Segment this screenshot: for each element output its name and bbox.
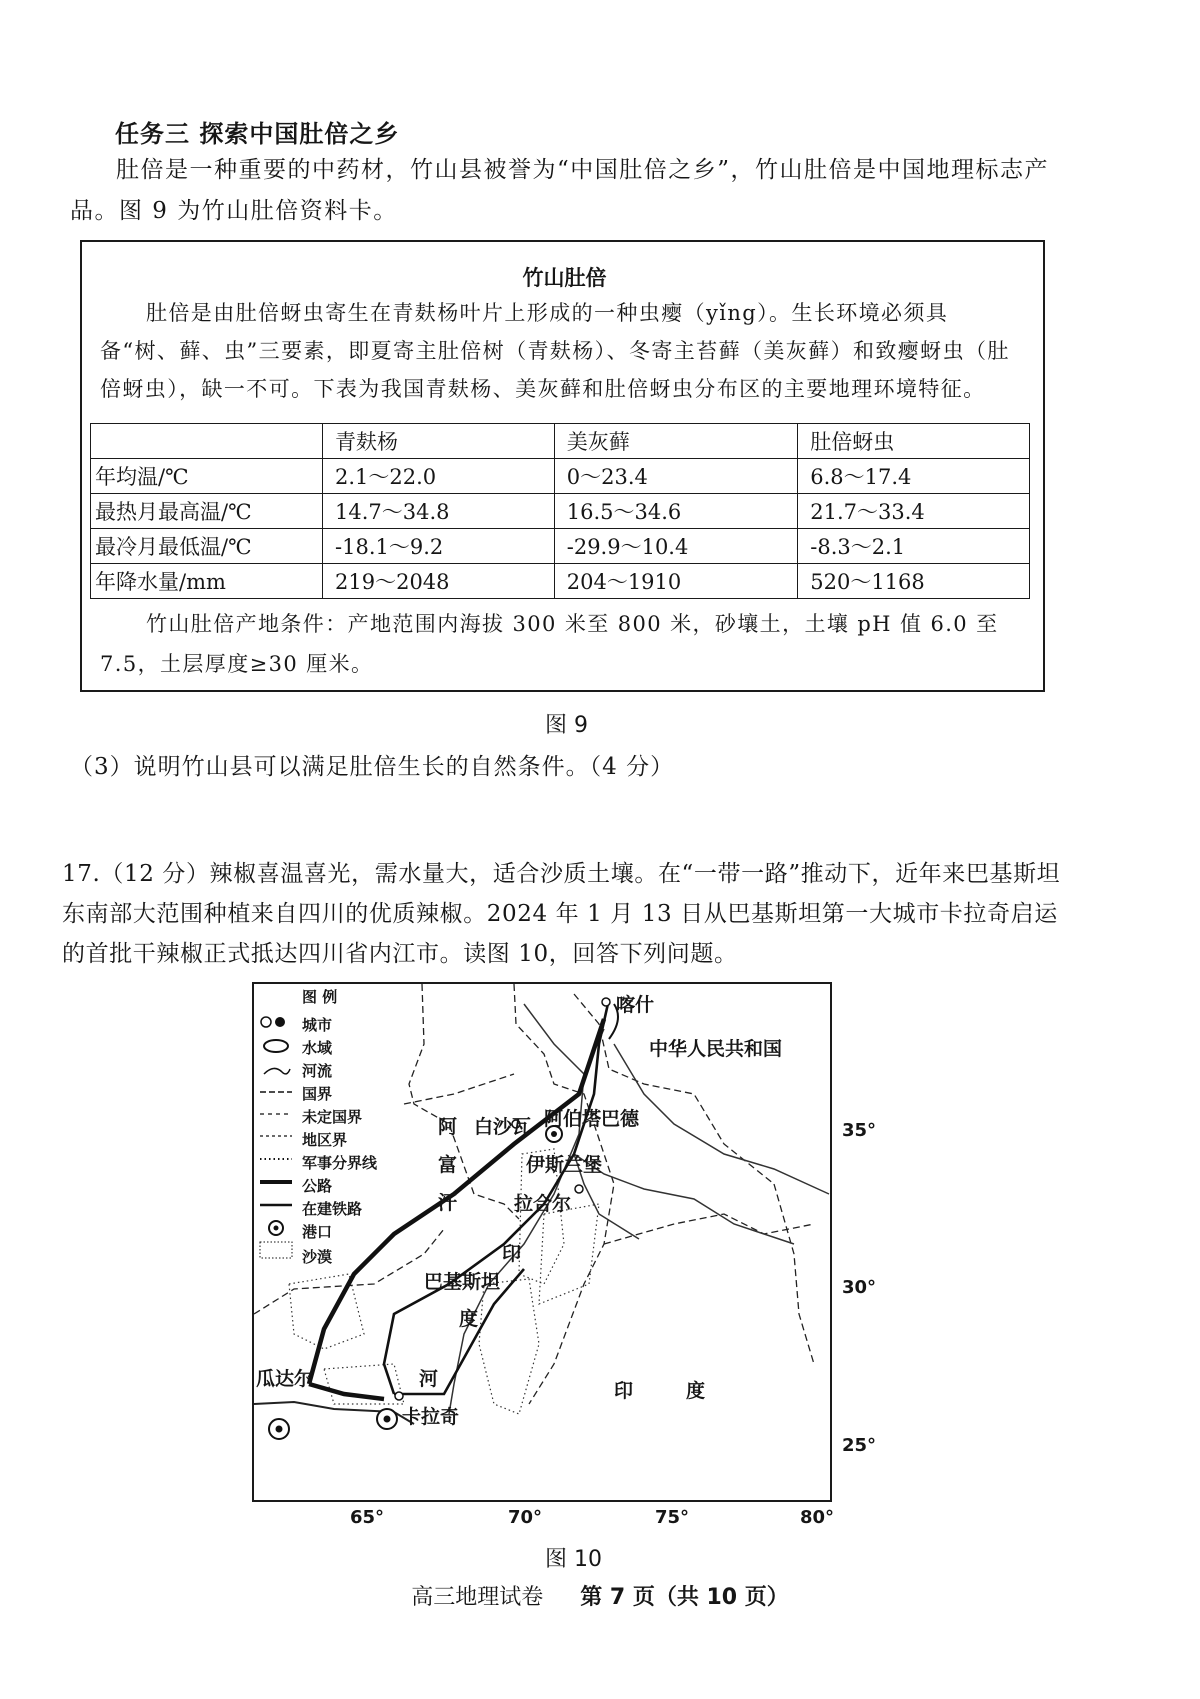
- table-header-cell: [91, 424, 323, 459]
- table-cell: 21.7～33.4: [798, 494, 1030, 529]
- legend-label-river: 河流: [302, 1062, 333, 1080]
- task-intro: 肚倍是一种重要的中药材，竹山县被誉为“中国肚倍之乡”，竹山肚倍是中国地理标志产品。图 9 为竹山肚倍资料卡。: [70, 157, 1050, 224]
- page-footer: [0, 1580, 1200, 1611]
- label-india-1: 印: [614, 1380, 634, 1402]
- table-cell: -8.3～2.1: [798, 529, 1030, 564]
- legend-label-region-border: 地区界: [302, 1131, 348, 1149]
- card-text: 肚倍是由肚倍蚜虫寄生在青麸杨叶片上形成的一种虫瘿（yǐng）。生长环境必须具备“树、藓、虫”三要素，即夏寄主肚倍树（青麸杨）、冬寄主苔藓（美灰藓）和致瘿蚜虫（肚倍蚜虫），缺一不可。下表为我国青麸杨、美灰藓和肚倍蚜虫分布区的主要地理环境特征。: [100, 301, 1010, 401]
- legend-city-dot-icon: [275, 1017, 285, 1027]
- table-cell: 14.7～34.8: [323, 494, 555, 529]
- legend-label-railway: 在建铁路: [302, 1200, 363, 1218]
- port-karachi-anchor-icon: [384, 1416, 391, 1423]
- longitude-label-75: 75°: [655, 1507, 690, 1528]
- latitude-label-25: 25°: [842, 1435, 877, 1456]
- port-gwadar-anchor-icon: [276, 1426, 283, 1433]
- question-17: 17.（12 分）辣椒喜温喜光，需水量大，适合沙质土壤。在“一带一路”推动下，近年来巴基斯坦东南部大范围种植来自四川的优质辣椒。2024 年 1 月 13 日从巴基斯坦第一大城市卡拉奇启运的首批干辣椒正式抵达四川省内江市。读图 10，回答下列问题。: [62, 861, 1061, 967]
- legend-water-icon: [264, 1040, 288, 1052]
- legend-label-water: 水域: [302, 1039, 333, 1057]
- label-indus-1: 印: [502, 1243, 522, 1265]
- table-cell: 16.5～34.6: [554, 494, 798, 529]
- legend-city-icon: [261, 1017, 271, 1027]
- table-row: [91, 529, 1030, 564]
- longitude-label-65: 65°: [350, 1507, 385, 1528]
- table-row-header: 最冷月最低温/℃: [91, 529, 323, 564]
- table-row: [91, 494, 1030, 529]
- city-islamabad-dot: [551, 1131, 557, 1137]
- pakistan-map: [252, 982, 832, 1502]
- environment-table: [90, 423, 1030, 599]
- table-row-header: 年降水量/mm: [91, 564, 323, 599]
- map-drawing: [254, 984, 832, 1502]
- table-row: [91, 564, 1030, 599]
- latitude-label-35: 35°: [842, 1120, 877, 1141]
- label-kashgar: 喀什: [616, 994, 655, 1016]
- table-cell: 204～1910: [554, 564, 798, 599]
- table-cell: -18.1～9.2: [323, 529, 555, 564]
- label-china: 中华人民共和国: [649, 1038, 783, 1060]
- task-title: 任务三 探索中国肚倍之乡: [115, 119, 400, 148]
- label-abbottabad: 阿伯塔巴德: [544, 1108, 640, 1130]
- figure-10-caption: 图 10: [545, 1547, 602, 1572]
- latitude-label-30: 30°: [842, 1277, 877, 1298]
- table-cell: 0～23.4: [554, 459, 798, 494]
- label-afghanistan-3: 汗: [438, 1192, 458, 1214]
- highway-coast: [309, 1384, 384, 1399]
- legend-label-desert: 沙漠: [302, 1248, 333, 1266]
- legend-title: 图 例: [302, 988, 338, 1006]
- table-cell: 2.1～22.0: [323, 459, 555, 494]
- table-header-cell: 肚倍蚜虫: [798, 424, 1030, 459]
- info-card: [80, 240, 1045, 692]
- label-afghanistan-1: 阿: [438, 1116, 458, 1138]
- label-afghanistan-2: 富: [438, 1154, 458, 1176]
- legend-port-anchor-icon: [274, 1226, 279, 1231]
- rivers: [449, 1004, 829, 1414]
- exam-name: 高三地理试卷: [411, 1585, 544, 1610]
- table-cell: 520～1168: [798, 564, 1030, 599]
- table-header-cell: 美灰藓: [554, 424, 798, 459]
- label-indus-3: 河: [419, 1368, 439, 1390]
- table-header-cell: 青麸杨: [323, 424, 555, 459]
- table-row: [91, 459, 1030, 494]
- question-3: （3）说明竹山县可以满足肚倍生长的自然条件。（4 分）: [70, 754, 675, 780]
- table-cell: -29.9～10.4: [554, 529, 798, 564]
- table-row-header: 最热月最高温/℃: [91, 494, 323, 529]
- table-header-row: [91, 424, 1030, 459]
- legend-label-military-line: 军事分界线: [302, 1154, 378, 1172]
- table-row-header: 年均温/℃: [91, 459, 323, 494]
- city-karachi: [395, 1392, 403, 1400]
- legend-label-highway: 公路: [302, 1177, 333, 1195]
- label-pakistan: 巴基斯坦: [424, 1271, 501, 1293]
- figure-9-caption: 图 9: [545, 713, 588, 738]
- label-indus-2: 度: [459, 1308, 479, 1330]
- card-title: 竹山肚倍: [522, 265, 607, 290]
- longitude-label-70: 70°: [508, 1507, 543, 1528]
- legend-desert-icon: [260, 1242, 292, 1258]
- city-lahore: [575, 1185, 583, 1193]
- label-india-2: 度: [686, 1380, 706, 1402]
- page-number: 第 7 页（共 10 页）: [580, 1585, 789, 1610]
- table-cell: 219～2048: [323, 564, 555, 599]
- table-cell: 6.8～17.4: [798, 459, 1030, 494]
- legend-river-icon: [264, 1068, 290, 1074]
- legend-label-border: 国界: [302, 1085, 333, 1103]
- label-karachi: 卡拉奇: [402, 1406, 460, 1428]
- legend-label-city: 城市: [302, 1016, 333, 1034]
- city-kashgar: [602, 998, 610, 1006]
- label-lahore: 拉合尔: [514, 1193, 572, 1215]
- legend-label-undetermined-border: 未定国界: [302, 1108, 363, 1126]
- label-islamabad: 伊斯兰堡: [526, 1154, 603, 1176]
- longitude-label-80: 80°: [800, 1507, 835, 1528]
- legend-symbols: [260, 1017, 292, 1258]
- label-peshawar: 白沙瓦: [474, 1116, 532, 1138]
- label-gwadar: 瓜达尔: [256, 1368, 314, 1390]
- legend-label-port: 港口: [302, 1223, 333, 1241]
- card-footer: 竹山肚倍产地条件：产地范围内海拔 300 米至 800 米，砂壤土，土壤 pH 值 6.0 至 7.5，土层厚度≥30 厘米。: [100, 612, 999, 676]
- railway-under-construction: [384, 999, 609, 1394]
